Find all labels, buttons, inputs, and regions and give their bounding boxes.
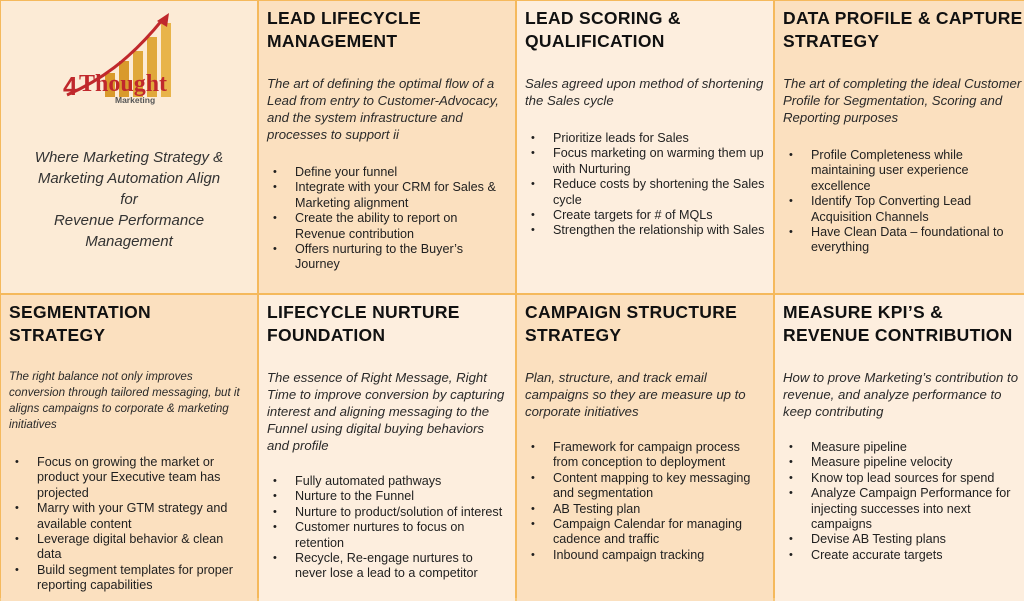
card-title: DATA PROFILE & CAPTURE STRATEGY bbox=[783, 8, 1023, 51]
list-item: • Create targets for # of MQLs bbox=[525, 208, 765, 223]
list-item: • Analyze Campaign Performance for injecting successes into next campaigns bbox=[783, 486, 1023, 532]
card-title: MEASURE KPI’S & REVENUE CONTRIBUTION bbox=[783, 302, 1013, 345]
list-item: • Build segment templates for proper reporting capabilities bbox=[9, 563, 249, 594]
card-lead-scoring bbox=[517, 1, 773, 293]
card-title: LIFECYCLE NURTURE FOUNDATION bbox=[267, 302, 460, 345]
list-item: • Offers nurturing to the Buyer’s Journey bbox=[267, 242, 507, 273]
card-intro: The art of defining the optimal flow of a Lead from entry to Customer-Advocacy, and the system infrastructure and processes to support ii bbox=[267, 76, 499, 142]
list-item: • Nurture to the Funnel bbox=[267, 489, 507, 504]
logo-wordmark: Thought bbox=[79, 71, 168, 97]
list-item: • AB Testing plan bbox=[525, 502, 765, 517]
tagline: Where Marketing Strategy & Marketing Automation Align for Revenue Performance Management bbox=[34, 149, 224, 250]
list-item: • Reduce costs by shortening the Sales cycle bbox=[525, 177, 765, 208]
card-title: LEAD SCORING & QUALIFICATION bbox=[525, 8, 681, 51]
card-kpi bbox=[775, 295, 1024, 601]
list-item: • Campaign Calendar for managing cadence and traffic bbox=[525, 517, 765, 548]
card-segmentation bbox=[1, 295, 257, 601]
list-item: • Fully automated pathways bbox=[267, 474, 507, 489]
card-title: SEGMENTATION STRATEGY bbox=[9, 302, 151, 345]
list-item: • Profile Completeness while maintaining user experience excellence bbox=[783, 148, 1023, 194]
logo-subtitle: Marketing bbox=[115, 95, 156, 105]
card-nurture bbox=[259, 295, 515, 601]
list-item: • Framework for campaign process from conception to deployment bbox=[525, 440, 765, 471]
bullet-list bbox=[9, 455, 249, 594]
card-lead-lifecycle bbox=[259, 1, 515, 293]
bullet-list bbox=[525, 440, 765, 563]
list-item: • Prioritize leads for Sales bbox=[525, 131, 765, 146]
logo-number: 4 bbox=[63, 71, 78, 101]
bullet-list bbox=[267, 474, 507, 582]
list-item: • Focus marketing on warming them up with Nurturing bbox=[525, 146, 765, 177]
list-item: • Have Clean Data – foundational to everything bbox=[783, 225, 1023, 256]
list-item: • Focus on growing the market or product your Executive team has projected bbox=[9, 455, 249, 501]
card-data-profile bbox=[775, 1, 1024, 293]
list-item: • Measure pipeline velocity bbox=[783, 455, 1023, 470]
card-intro: How to prove Marketing’s contribution to revenue, and analyze performance to keep contributing bbox=[783, 370, 1019, 419]
card-intro: The right balance not only improves conversion through tailored messaging, but it aligns campaigns to corporate & marketing initiatives bbox=[9, 370, 240, 431]
list-item: • Recycle, Re-engage nurtures to never lose a lead to a competitor bbox=[267, 551, 507, 582]
logo-cell bbox=[1, 1, 257, 293]
card-title: CAMPAIGN STRUCTURE STRATEGY bbox=[525, 302, 738, 345]
list-item: • Leverage digital behavior & clean data bbox=[9, 532, 249, 563]
list-item: • Know top lead sources for spend bbox=[783, 471, 1023, 486]
list-item: • Strengthen the relationship with Sales bbox=[525, 223, 765, 238]
list-item: • Measure pipeline bbox=[783, 440, 1023, 455]
list-item: • Customer nurtures to focus on retention bbox=[267, 520, 507, 551]
list-item: • Create the ability to report on Revenue contribution bbox=[267, 211, 507, 242]
list-item: • Content mapping to key messaging and segmentation bbox=[525, 471, 765, 502]
list-item: • Create accurate targets bbox=[783, 548, 1023, 563]
card-intro: The art of completing the ideal Customer Profile for Segmentation, Scoring and Reporting purposes bbox=[783, 76, 1022, 125]
list-item: • Define your funnel bbox=[267, 165, 507, 180]
card-intro: The essence of Right Message, Right Time to improve conversion by capturing interest and aligning messaging to the Funnel using digital buying behaviors and profile bbox=[267, 370, 505, 453]
list-item: • Marry with your GTM strategy and available content bbox=[9, 501, 249, 532]
bullet-list bbox=[267, 165, 507, 273]
company-logo bbox=[59, 11, 187, 121]
list-item: • Identify Top Converting Lead Acquisition Channels bbox=[783, 194, 1023, 225]
bullet-list bbox=[525, 131, 765, 239]
card-title: LEAD LIFECYCLE MANAGEMENT bbox=[267, 8, 421, 51]
card-campaign bbox=[517, 295, 773, 601]
list-item: • Inbound campaign tracking bbox=[525, 548, 765, 563]
bullet-list bbox=[783, 148, 1023, 256]
bullet-list bbox=[783, 440, 1023, 563]
list-item: • Nurture to product/solution of interest bbox=[267, 505, 507, 520]
logo-graphic bbox=[59, 11, 187, 121]
card-intro: Sales agreed upon method of shortening the Sales cycle bbox=[525, 76, 764, 108]
card-intro: Plan, structure, and track email campaigns so they are measure up to corporate initiatives bbox=[525, 370, 746, 419]
list-item: • Integrate with your CRM for Sales & Marketing alignment bbox=[267, 180, 507, 211]
list-item: • Devise AB Testing plans bbox=[783, 532, 1023, 547]
